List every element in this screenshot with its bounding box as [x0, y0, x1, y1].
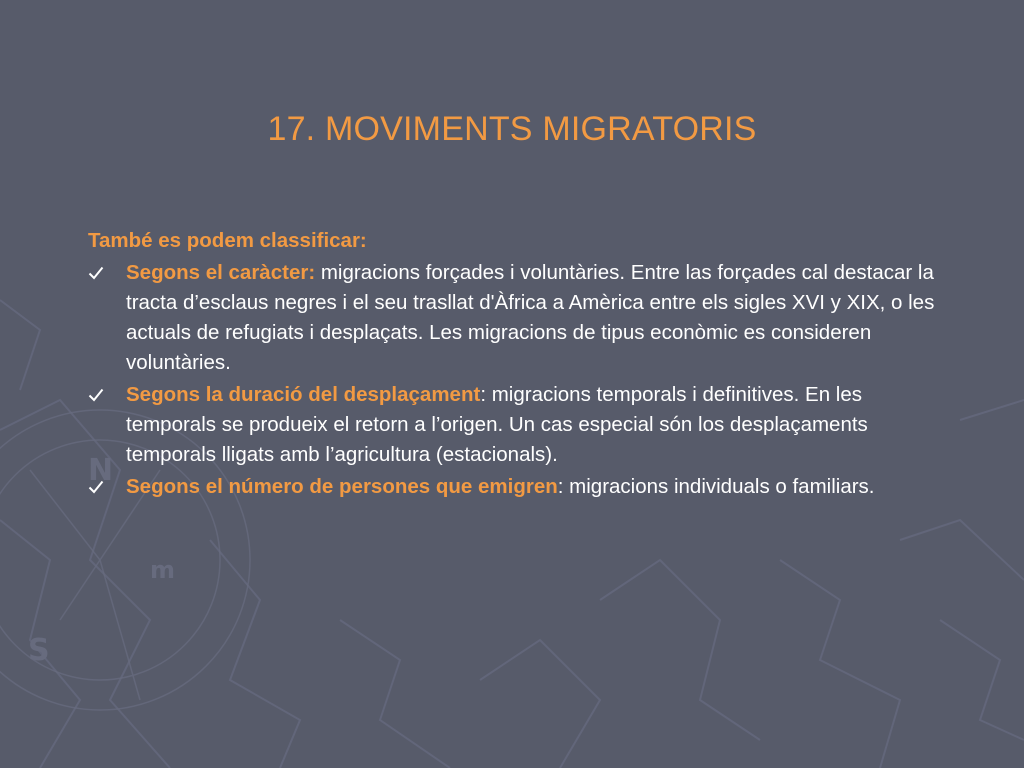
- check-icon: [88, 479, 104, 495]
- bullet-text: migracions forçades i voluntàries. Entre las forçades cal destacar la tracta d’esclaus negres i el seu trasllat d'Àfrica a Amèrica entre els sigles XVI y XIX, o les actuals de refugiats i desplaçats. Les migracions de tipus econòmic es consideren voluntàries.: [126, 261, 935, 374]
- slide-title: 17. MOVIMENTS MIGRATORIS: [267, 110, 757, 148]
- svg-text:m: m: [150, 556, 176, 584]
- svg-text:N: N: [88, 453, 114, 488]
- bullet-item-number: [88, 472, 948, 502]
- bullet-list: [88, 258, 948, 502]
- bullet-highlight: Segons el caràcter:: [126, 261, 316, 284]
- check-icon: [88, 387, 104, 403]
- bullet-item-character: [88, 258, 948, 378]
- bullet-item-duration: [88, 380, 948, 470]
- bullet-text: : migracions temporals i definitives. En les temporals se produeix el retorn a l’origen. Un cas especial són los desplaçaments temporals lligats amb l’agricultura (estacionals).: [126, 383, 868, 466]
- svg-text:S: S: [28, 633, 50, 668]
- intro-text: També es podem classificar:: [88, 229, 367, 252]
- bullet-highlight: Segons la duració del desplaçament: [126, 383, 481, 406]
- check-icon: [88, 265, 104, 281]
- bullet-highlight: Segons el número de persones que emigren: [126, 475, 558, 498]
- slide-content: [88, 226, 948, 504]
- bullet-text: : migracions individuals o familiars.: [557, 475, 875, 498]
